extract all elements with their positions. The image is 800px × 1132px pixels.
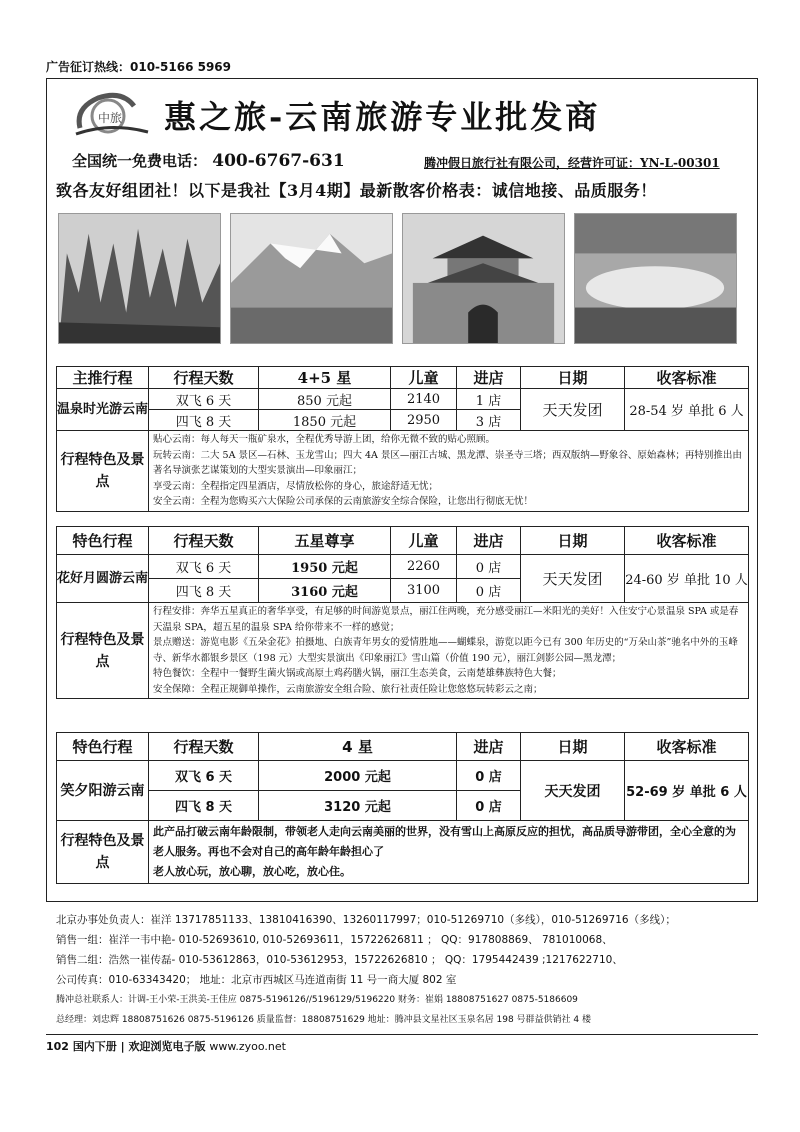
tour2-price-1: 1950 元起 bbox=[259, 555, 391, 579]
page-footer-bar: 102 国内下册 | 欢迎浏览电子版 www.zyoo.net bbox=[46, 1034, 758, 1054]
tour3-price-1: 2000 元起 bbox=[259, 761, 457, 791]
tour1-feature: 享受云南：全程指定四星酒店，尽情放松你的身心，旅途舒适无忧； bbox=[153, 480, 439, 492]
tour1-feature: 玩转云南：二大 5A 景区—石林、玉龙雪山；四大 4A 景区—丽江古城、黑龙潭、崇圣寺三塔；西双版纳—野象谷、原始森林；再特别推出由著名导演张艺谋策划的大型实景演出—印象丽江； bbox=[153, 449, 742, 476]
contact-line: 腾冲总社联系人：计调-王小荣-王洪美-王佳应 0875-5196126//5196129/5196220 财务：崔娟 18808751627 0875-5186609 bbox=[56, 995, 578, 1005]
tour2-days-2: 四飞 8 天 bbox=[149, 579, 259, 603]
tour3-price-2: 3120 元起 bbox=[259, 791, 457, 821]
tour2-feature-label: 行程特色及景点 bbox=[57, 603, 149, 699]
tour2-header-date: 日期 bbox=[521, 527, 625, 555]
tour2-header-price: 五星尊享 bbox=[259, 527, 391, 555]
section-name: 国内下册 bbox=[72, 1040, 117, 1053]
contact-line: 总经理：刘忠辉 18808751626 0875-5196126 质量监督：18808751629 地址：腾冲县文星社区玉泉名居 198 号群益供销社 4 楼 bbox=[56, 1015, 592, 1025]
tour1-standard: 28-54 岁 单批 6 人 bbox=[625, 389, 749, 431]
tour3-feature-label: 行程特色及景点 bbox=[57, 821, 149, 884]
tour2-feature: 景点赠送：游览电影《五朵金花》拍摄地、白族青年男女的爱情胜地——蝴蝶泉，游览以距今已有 300 年历史的“万朵山茶”驰名中外的玉峰寺、新华水都银乡景区（198 元）大型实景演出《印象丽江》雪山篇（价值 190 元），丽江剑影公园—黑龙潭； bbox=[153, 637, 738, 664]
contact-line: 销售一组：崔洋一韦中艳- 010-52693610, 010-52693611，15722626811 ； QQ：917808869、 781010068、 bbox=[56, 934, 613, 946]
phone-line bbox=[72, 150, 345, 171]
tour2-feature: 特色餐饮：全程中一餐野生菌火锅或高原土鸡药膳火锅，丽江生态美食，云南楚雄彝族特色大餐； bbox=[153, 668, 562, 679]
tour2-child-1: 2260 bbox=[391, 555, 457, 579]
tour2-header-type: 特色行程 bbox=[57, 527, 149, 555]
snow-mountain-photo bbox=[230, 213, 393, 344]
tour3-header-days: 行程天数 bbox=[149, 733, 259, 761]
tour1-days-2: 四飞 8 天 bbox=[149, 410, 259, 431]
tour3-header-shop: 进店 bbox=[457, 733, 521, 761]
tour2-header-shop: 进店 bbox=[457, 527, 521, 555]
tour2-header-standard: 收客标准 bbox=[625, 527, 749, 555]
tour1-price-2: 1850 元起 bbox=[259, 410, 391, 431]
tour1-header-standard: 收客标准 bbox=[625, 367, 749, 389]
tour3-days-1: 双飞 6 天 bbox=[149, 761, 259, 791]
site-url[interactable]: www.zyoo.net bbox=[209, 1040, 286, 1053]
tour1-feature-label: 行程特色及景点 bbox=[57, 431, 149, 512]
tour2-feature: 行程安排：奔华五星真正的奢华享受，有足够的时间游览景点，丽江住两晚，充分感受丽江—米阳光的美好！入住安宁心景温泉 SPA 或是春天温泉 SPA，超五星的温泉 SPA 给你带来不一样的感觉； bbox=[153, 606, 739, 633]
tour1-days-1: 双飞 6 天 bbox=[149, 389, 259, 410]
phone-label: 全国统一免费电话： bbox=[72, 152, 208, 170]
tour1-child-2: 2950 bbox=[391, 410, 457, 431]
tour1-header-type: 主推行程 bbox=[57, 367, 149, 389]
tour3-header-standard: 收客标准 bbox=[625, 733, 749, 761]
ad-hotline: 广告征订热线：010-5166 5969 bbox=[46, 60, 232, 74]
tour1-shop-1: 1 店 bbox=[457, 389, 521, 410]
logo-icon bbox=[70, 88, 152, 142]
tour3-days-2: 四飞 8 天 bbox=[149, 791, 259, 821]
tour3-name: 笑夕阳游云南 bbox=[57, 761, 149, 821]
tour1-date: 天天发团 bbox=[521, 389, 625, 431]
contact-line: 北京办事处负责人：崔洋 13717851133、13810416390、13260117997；010-51269710（多线），010-51269716（多线）； bbox=[56, 914, 676, 926]
city-gate-photo bbox=[402, 213, 565, 344]
tour3-feature: 此产品打破云南年龄限制，带领老人走向云南美丽的世界，没有雪山上高原反应的担忧，高品质导游带团，全心全意的为老人服务。再也不会对自己的高年龄年龄担心了 bbox=[153, 825, 736, 858]
brand-title: 惠之旅-云南旅游专业批发商 bbox=[164, 98, 601, 136]
hot-spring-photo bbox=[574, 213, 737, 344]
tour2-table bbox=[56, 526, 749, 699]
tour2-header-days: 行程天数 bbox=[149, 527, 259, 555]
tour3-standard: 52-69 岁 单批 6 人 bbox=[625, 761, 749, 821]
tour1-header-shop: 进店 bbox=[457, 367, 521, 389]
tour1-shop-2: 3 店 bbox=[457, 410, 521, 431]
company-license: 腾冲假日旅行社有限公司，经营许可证：YN-L-00301 bbox=[424, 156, 720, 170]
tour2-shop-2: 0 店 bbox=[457, 579, 521, 603]
tour1-price-1: 850 元起 bbox=[259, 389, 391, 410]
phone-number: 400-6767-631 bbox=[212, 151, 345, 171]
page-number: 102 bbox=[46, 1040, 69, 1053]
tour2-days-1: 双飞 6 天 bbox=[149, 555, 259, 579]
tour1-features bbox=[149, 431, 749, 512]
tour3-table bbox=[56, 732, 749, 884]
tour3-shop-2: 0 店 bbox=[457, 791, 521, 821]
contact-footer bbox=[56, 910, 756, 1030]
headline: 致各友好组团社！以下是我社【3月4期】最新散客价格表：诚信地接、品质服务！ bbox=[56, 181, 657, 200]
tour2-child-2: 3100 bbox=[391, 579, 457, 603]
tour1-header-price: 4+5 星 bbox=[259, 367, 391, 389]
tour2-shop-1: 0 店 bbox=[457, 555, 521, 579]
tour2-feature: 安全保障：全程正规御单操作，云南旅游安全组合险、旅行社责任险让您悠悠玩转彩云之南； bbox=[153, 683, 543, 695]
contact-line: 销售二组：浩然一崔传磊- 010-53612863，010-53612953，15722626810 ； QQ：1795442439 ;1217622710、 bbox=[56, 954, 623, 966]
tour1-header-child: 儿童 bbox=[391, 367, 457, 389]
tour1-name: 温泉时光游云南 bbox=[57, 389, 149, 431]
tour3-shop-1: 0 店 bbox=[457, 761, 521, 791]
tour2-header-child: 儿童 bbox=[391, 527, 457, 555]
tour1-header-date: 日期 bbox=[521, 367, 625, 389]
tour3-features bbox=[149, 821, 749, 884]
tour1-feature: 安全云南：全程为您购买六大保险公司承保的云南旅游安全综合保险，让您出行彻底无忧！ bbox=[153, 496, 534, 507]
tour2-price-2: 3160 元起 bbox=[259, 579, 391, 603]
slogan: 欢迎浏览电子版 bbox=[128, 1040, 206, 1053]
tour3-header-date: 日期 bbox=[521, 733, 625, 761]
tour2-features bbox=[149, 603, 749, 699]
tour2-standard: 24-60 岁 单批 10 人 bbox=[625, 555, 749, 603]
tour1-header-days: 行程天数 bbox=[149, 367, 259, 389]
contact-line: 公司传真：010-63343420； 地址：北京市西城区马连道南街 11 号一商大厦 802 室 bbox=[56, 974, 457, 986]
tour3-date: 天天发团 bbox=[521, 761, 625, 821]
tour2-name: 花好月圆游云南 bbox=[57, 555, 149, 603]
tour1-table bbox=[56, 366, 749, 512]
tour3-header-price: 4 星 bbox=[259, 733, 457, 761]
tour2-date: 天天发团 bbox=[521, 555, 625, 603]
tour1-child-1: 2140 bbox=[391, 389, 457, 410]
tour3-header-type: 特色行程 bbox=[57, 733, 149, 761]
svg-text:中旅: 中旅 bbox=[98, 111, 123, 125]
tour3-feature: 老人放心玩，放心聊，放心吃，放心住。 bbox=[153, 865, 351, 878]
tour1-feature: 贴心云南：每人每天一瓶矿泉水，全程优秀导游上团，给你无微不致的贴心照顾。 bbox=[153, 434, 496, 445]
stone-forest-photo bbox=[58, 213, 221, 344]
